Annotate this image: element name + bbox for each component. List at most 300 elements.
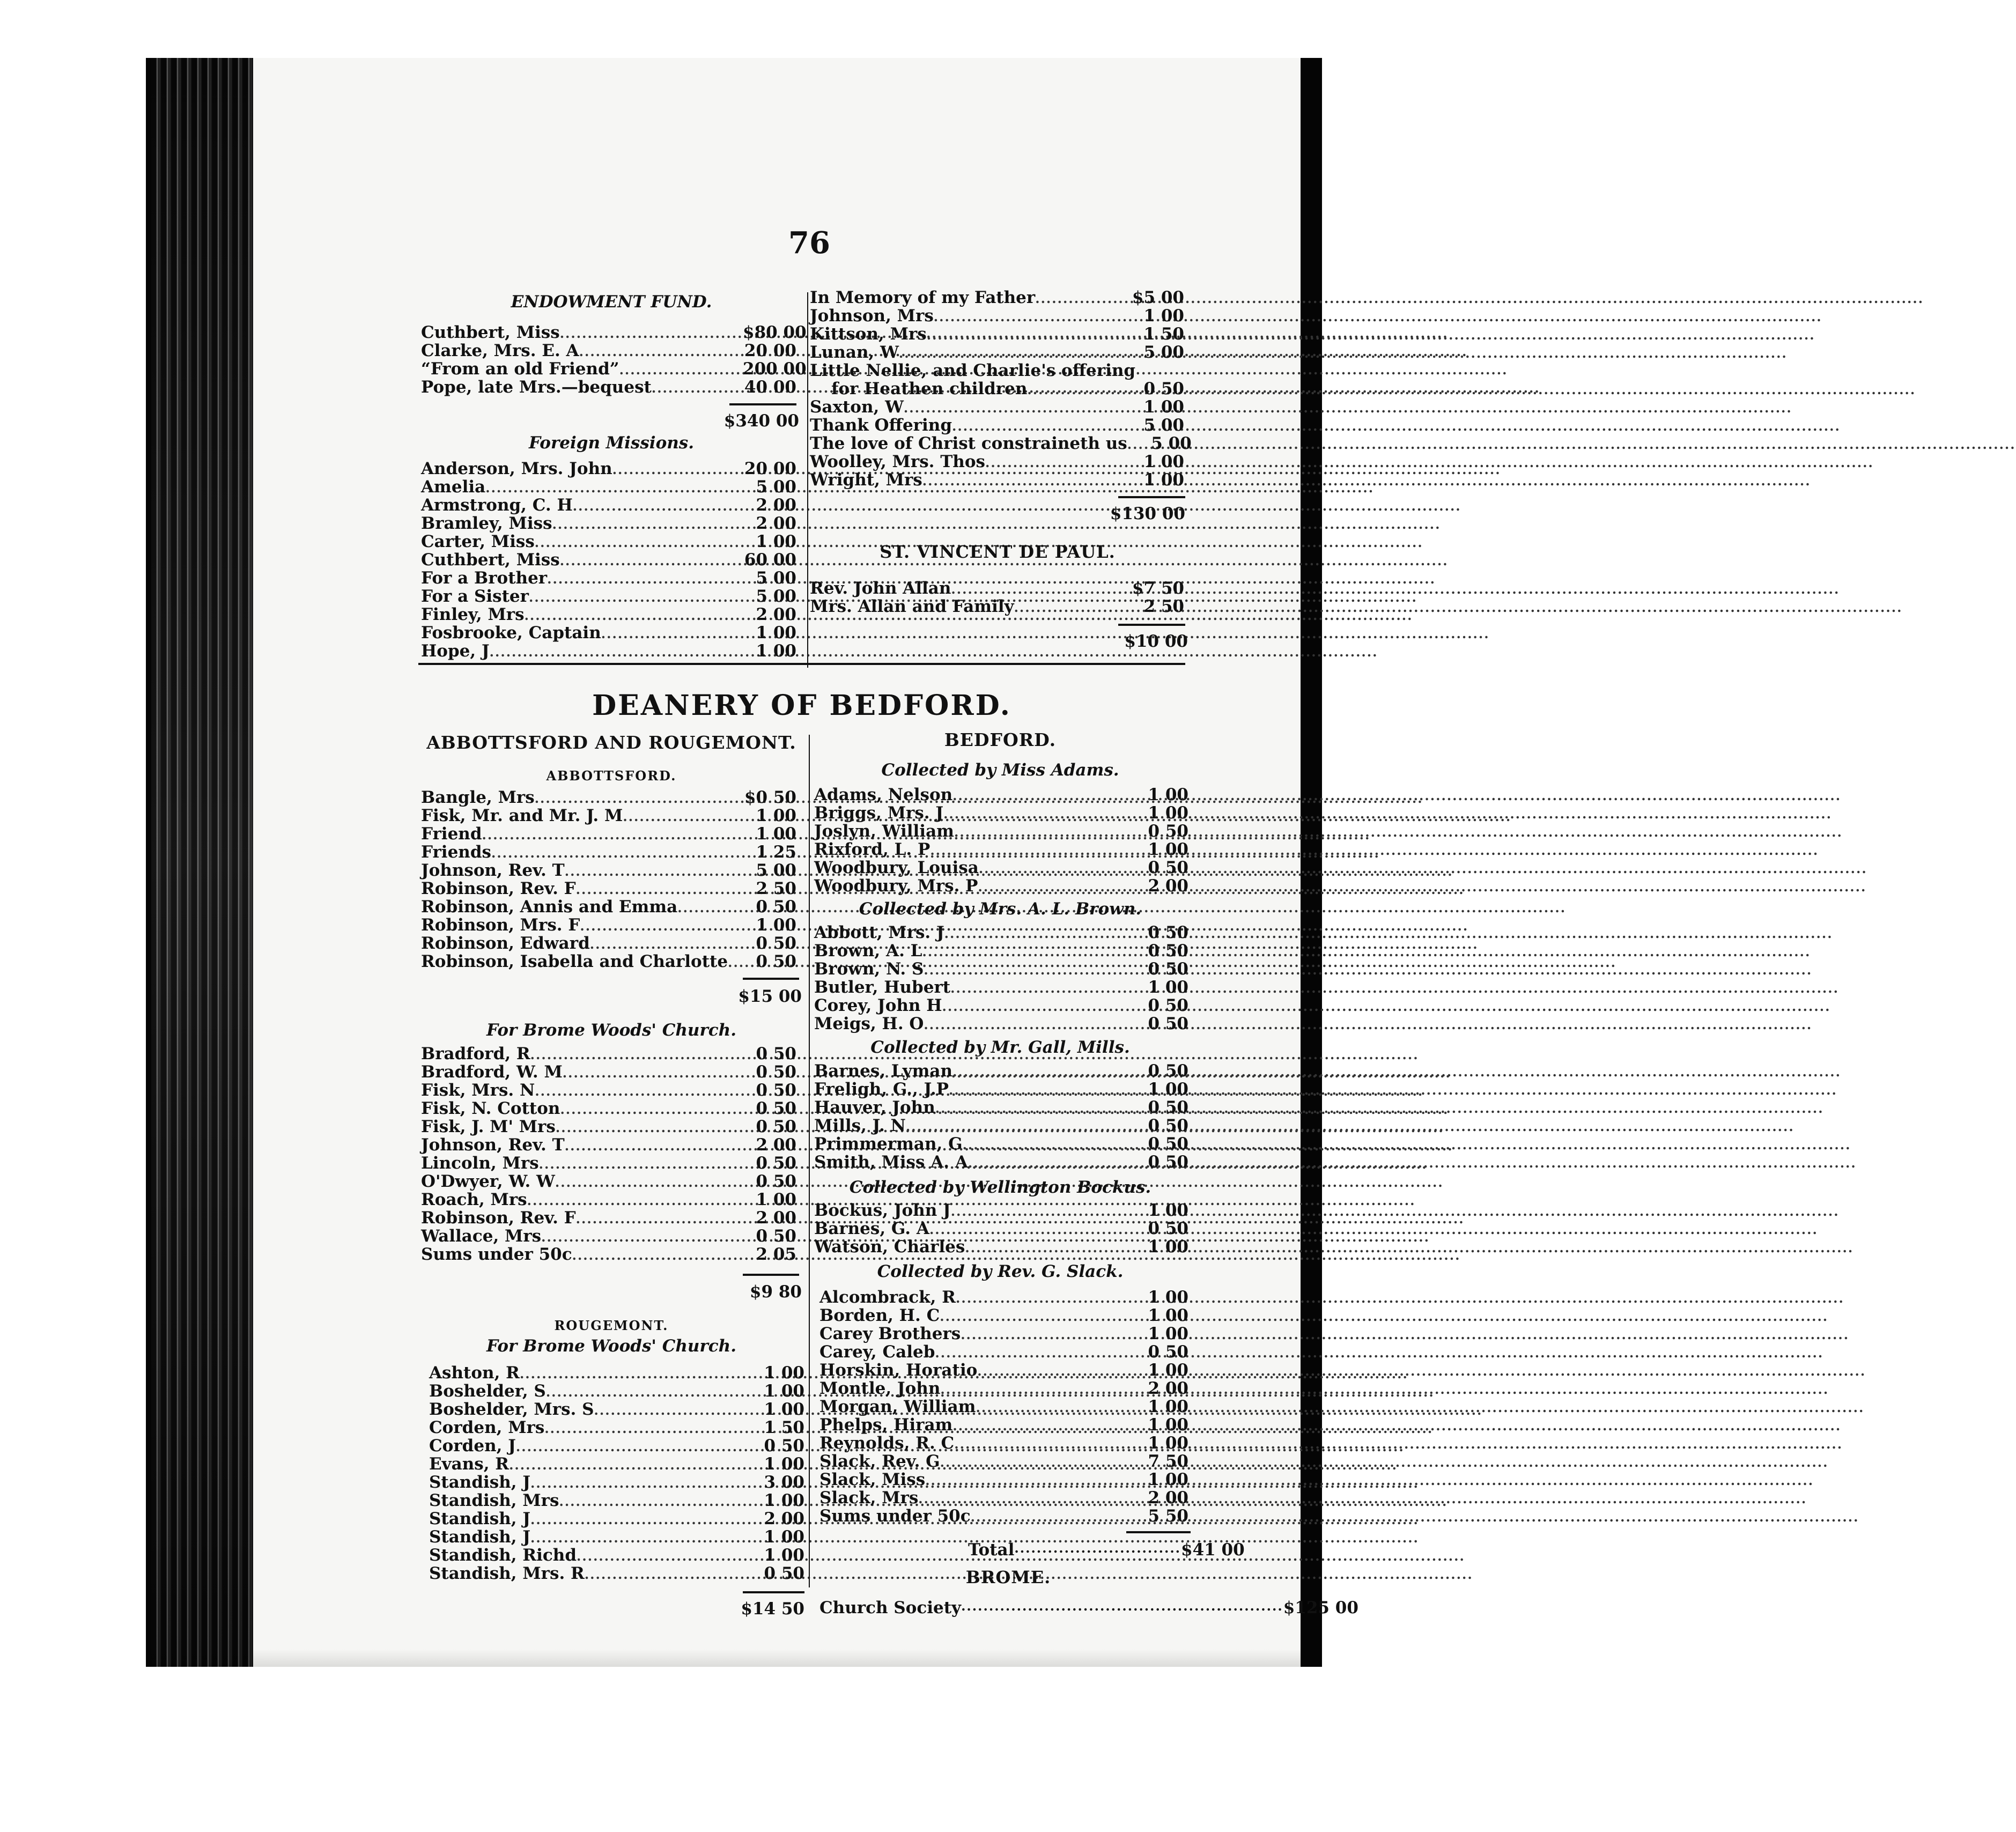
entry-amount: 1 50	[1143, 324, 1184, 344]
entry-name: Anderson, Mrs. John	[421, 459, 612, 478]
entry-name: Joslyn, William	[814, 822, 954, 841]
list-item	[819, 1325, 1188, 1343]
leader-dots	[530, 1474, 751, 1493]
list-item	[429, 1473, 804, 1491]
entry-amount: 2 00	[1148, 1379, 1188, 1398]
entry-name: In Memory of my Father	[810, 288, 1036, 307]
entry-amount: 2 00	[756, 514, 796, 533]
list-item	[429, 1510, 804, 1528]
entry-amount: 0 50	[756, 1081, 796, 1100]
entry-amount: 2 50	[1143, 597, 1184, 616]
leader-dots	[530, 1529, 751, 1547]
endowment-fund-heading: ENDOWMENT FUND.	[511, 292, 712, 312]
entry-name: Ashton, R	[429, 1363, 520, 1383]
list-item	[814, 877, 1188, 895]
list-item	[810, 289, 1184, 307]
list-item	[810, 416, 1184, 434]
leader-dots	[544, 1420, 751, 1438]
leader-dots	[930, 841, 1135, 860]
bedford-total-rule	[1126, 1531, 1191, 1533]
entry-amount: 0 50	[764, 1436, 804, 1456]
list-item	[810, 597, 1184, 616]
leader-dots	[677, 899, 743, 917]
leader-dots	[952, 787, 1135, 805]
offering-list	[810, 397, 1192, 490]
list-item	[814, 1098, 1188, 1117]
entry-name: Freligh, G., J.P	[814, 1080, 949, 1099]
entry-amount: 20 00	[744, 341, 796, 360]
list-item	[814, 1117, 1188, 1135]
leader-dots	[485, 479, 743, 497]
leader-dots	[546, 1383, 751, 1401]
entry-amount: 1 00	[1143, 452, 1184, 471]
mr-gall-list	[814, 1062, 1188, 1171]
entry-amount: 5 00	[756, 568, 796, 588]
list-item	[421, 898, 796, 916]
entry-name: Wallace, Mrs	[421, 1227, 542, 1246]
abbottsford-heading: ABBOTTSFORD.	[546, 768, 677, 784]
entry-name: Abbott, Mrs. J	[814, 923, 944, 942]
leader-dots	[978, 878, 1135, 896]
leader-dots	[924, 961, 1135, 979]
entry-name: Corden, Mrs	[429, 1418, 545, 1437]
entry-name: Cuthbert, Miss	[421, 323, 560, 342]
entry-amount: 1 00	[1148, 840, 1188, 859]
entry-name: Fisk, N. Cotton	[421, 1099, 560, 1118]
list-item	[810, 398, 1184, 416]
entry-amount: 0 50	[1148, 1219, 1188, 1238]
leader-dots	[899, 344, 1131, 363]
total-label: Total	[968, 1540, 1015, 1560]
list-item	[421, 1045, 796, 1063]
entry-name: Standish, Richd	[429, 1546, 577, 1565]
list-item	[814, 1062, 1188, 1080]
leader-dots	[490, 643, 743, 661]
entry-name: Armstrong, C. H	[421, 496, 573, 515]
leader-dots	[530, 1046, 743, 1064]
miss-adams-heading: Collected by Miss Adams.	[881, 760, 1119, 780]
foreign-missions-heading: Foreign Missions.	[528, 433, 695, 453]
entry-name: Smith, Miss A. A	[814, 1153, 968, 1172]
entry-name: Adams, Nelson	[814, 785, 953, 804]
entry-amount: 2 00	[756, 1208, 796, 1228]
list-item	[429, 1364, 804, 1382]
entry-amount: 0 50	[756, 1227, 796, 1246]
leader-dots	[529, 588, 743, 607]
leader-dots	[954, 823, 1135, 841]
list-item	[819, 1306, 1188, 1325]
list-item	[429, 1491, 804, 1510]
leader-dots	[918, 1490, 1135, 1508]
leader-dots	[965, 1239, 1135, 1257]
entry-amount: 20 00	[744, 459, 796, 478]
list-item	[421, 843, 796, 861]
mrs-brown-list	[814, 924, 1188, 1033]
entry-amount: 1 00	[1148, 1080, 1188, 1099]
entry-amount: 1 00	[1148, 1361, 1188, 1380]
entry-name: Robinson, Edward	[421, 934, 590, 953]
leader-dots	[590, 935, 743, 954]
leader-dots	[1035, 290, 1131, 308]
entry-name: Morgan, William	[819, 1397, 976, 1416]
entry-name: Carey Brothers	[819, 1324, 961, 1343]
leader-dots	[565, 1137, 743, 1155]
leader-dots	[576, 881, 743, 899]
leader-dots	[1127, 435, 1138, 454]
leader-dots	[535, 534, 743, 552]
entry-name: Standish, J	[429, 1509, 531, 1528]
total-amount: $41 00	[1181, 1540, 1245, 1560]
leader-dots	[535, 1082, 743, 1100]
entry-name: Woodbury, Louisa	[814, 858, 979, 877]
entry-amount: $7 50	[1132, 579, 1184, 598]
leader-dots: ..........................................................	[961, 1598, 1283, 1614]
entry-amount: 5 00	[756, 477, 796, 497]
leader-dots	[541, 1228, 743, 1246]
entry-amount: 0 50	[756, 1099, 796, 1118]
entry-amount: 0 50	[1148, 941, 1188, 961]
entry-amount: 2 00	[1148, 876, 1188, 896]
list-item	[814, 840, 1188, 859]
entry-name: Slack, Rev. G	[819, 1452, 940, 1471]
church-society-line	[819, 1598, 1358, 1617]
entry-amount: 0 50	[1148, 822, 1188, 841]
entry-amount: 1 00	[764, 1454, 804, 1474]
list-item	[814, 1080, 1188, 1098]
entry-amount: 0 50	[764, 1564, 804, 1583]
entry-amount: 1 00	[756, 824, 796, 844]
list-item	[819, 1288, 1188, 1306]
list-item	[819, 1379, 1188, 1398]
list-item	[810, 471, 1184, 489]
entry-amount: 1 00	[764, 1527, 804, 1547]
nellie-entry	[810, 361, 1184, 398]
list-item	[814, 859, 1188, 877]
leader-dots	[563, 1064, 743, 1082]
leader-dots	[977, 1362, 1135, 1380]
list-item	[819, 1416, 1188, 1434]
entry-amount: 1 00	[1148, 1306, 1188, 1325]
nellie-line-1: Little Nellie, and Charlie's offering	[810, 361, 1136, 380]
entry-name: For a Sister	[421, 587, 529, 606]
leader-dots	[579, 343, 743, 361]
list-item	[421, 825, 796, 843]
leader-dots	[482, 826, 743, 844]
leader-dots	[525, 607, 743, 625]
memory-list	[810, 289, 1184, 361]
leader-dots	[527, 1192, 743, 1210]
entry-amount: 1 00	[756, 915, 796, 935]
leader-dots	[556, 1119, 743, 1137]
entry-name: Robinson, Rev. F	[421, 1208, 576, 1228]
list-item	[421, 642, 796, 660]
leader-dots	[1027, 381, 1131, 399]
entry-name: Pope, late Mrs.—bequest	[421, 378, 652, 397]
leader-dots	[560, 552, 743, 570]
leader-dots	[971, 1508, 1135, 1526]
entry-amount: 1 00	[1143, 397, 1184, 417]
rougemont-list	[429, 1364, 804, 1583]
endowment-total-rule	[729, 403, 796, 405]
leader-dots	[623, 808, 743, 826]
entry-name: Standish, Mrs. R	[429, 1564, 585, 1583]
st-vincent-list	[810, 579, 1184, 616]
entry-name: Lunan, W	[810, 343, 899, 362]
list-item	[819, 1434, 1188, 1452]
entry-amount: 40 00	[744, 378, 796, 397]
list-item	[810, 579, 1184, 597]
brome-woods-total-rule	[743, 1274, 799, 1276]
list-item	[421, 605, 796, 624]
leader-dots	[612, 461, 743, 479]
entry-name: Clarke, Mrs. E. A	[421, 341, 579, 360]
leader-dots	[985, 454, 1131, 472]
st-vincent-total-rule	[1118, 624, 1185, 626]
entry-name: Lincoln, Mrs	[421, 1154, 539, 1173]
entry-name: Bangle, Mrs	[421, 788, 535, 807]
list-item	[421, 880, 796, 898]
leader-dots	[929, 1221, 1135, 1239]
list-item	[421, 1099, 796, 1118]
entry-name: Briggs, Mrs. J	[814, 803, 944, 823]
entry-name: Primmerman, G	[814, 1134, 963, 1154]
entry-name: Rixford, L. P	[814, 840, 931, 859]
list-item	[421, 952, 796, 971]
entry-name: Saxton, W	[810, 397, 904, 417]
entry-amount: 0 50	[1148, 959, 1188, 979]
list-item	[810, 343, 1184, 361]
entry-amount: 1 00	[1143, 470, 1184, 490]
leader-dots	[619, 361, 743, 379]
entry-name: Reynolds, R. C	[819, 1434, 955, 1453]
leader-dots	[942, 998, 1135, 1016]
entry-name: Standish, J	[429, 1527, 531, 1547]
entry-amount: 1 00	[764, 1546, 804, 1565]
entry-amount: 200 00	[743, 359, 807, 379]
entry-name: Butler, Hubert	[814, 978, 951, 997]
entry-name: Slack, Mrs	[819, 1488, 919, 1508]
list-item	[421, 1063, 796, 1081]
entry-name: O'Dwyer, W. W	[421, 1172, 555, 1191]
lower-column-divider	[809, 735, 810, 1587]
entry-amount: 2 00	[756, 496, 796, 515]
leader-dots	[555, 1173, 743, 1192]
entry-name: Johnson, Mrs	[810, 306, 934, 326]
nellie-amount: 0 50	[1143, 379, 1184, 398]
leader-dots	[934, 308, 1131, 326]
list-item	[819, 1398, 1188, 1416]
list-item	[810, 325, 1184, 343]
entry-amount: 0 50	[756, 1044, 796, 1063]
entry-name: The love of Christ constraineth us	[810, 434, 1127, 453]
list-item	[429, 1382, 804, 1400]
entry-name: Sums under 50c	[421, 1245, 572, 1264]
list-item	[814, 804, 1188, 822]
entry-amount: 1 00	[764, 1491, 804, 1510]
entry-name: Bradford, W. M	[421, 1062, 563, 1082]
brome-heading: BROME.	[965, 1567, 1051, 1587]
entry-amount: 2 00	[756, 1135, 796, 1155]
endowment-total: $340 00	[723, 411, 799, 431]
entry-name: Standish, Mrs	[429, 1491, 559, 1510]
nellie-line-2: for Heathen children	[831, 379, 1028, 398]
entry-name: Horskin, Horatio	[819, 1361, 978, 1380]
leader-dots	[539, 1155, 743, 1173]
list-item	[421, 1136, 796, 1154]
entry-amount: 0 50	[756, 897, 796, 917]
entry-name: Sums under 50c	[819, 1506, 971, 1526]
entry-amount: 1 00	[756, 532, 796, 551]
list-item	[814, 1238, 1188, 1256]
leader-dots	[963, 1136, 1135, 1154]
deanery-title: DEANERY OF BEDFORD.	[592, 689, 1011, 722]
list-item	[421, 569, 796, 587]
entry-name: Hope, J	[421, 641, 490, 661]
entry-name: Brown, A. L	[814, 941, 922, 961]
list-item	[421, 460, 796, 478]
leader-dots	[956, 1289, 1135, 1307]
rev-slack-list	[819, 1288, 1188, 1525]
list-item	[421, 533, 796, 551]
entry-name: Evans, R	[429, 1454, 509, 1474]
list-item	[819, 1343, 1188, 1361]
list-item	[421, 1118, 796, 1136]
list-item	[814, 1220, 1188, 1238]
abbottsford-rougemont-heading: ABBOTTSFORD AND ROUGEMONT.	[426, 732, 796, 753]
entry-name: Finley, Mrs	[421, 605, 525, 624]
list-item	[421, 1154, 796, 1172]
list-item	[421, 916, 796, 934]
entry-name: For a Brother	[421, 568, 548, 588]
section-divider-rule	[418, 663, 1185, 665]
list-item	[421, 807, 796, 825]
entry-amount: 1 00	[1148, 1324, 1188, 1343]
leader-dots	[580, 917, 743, 935]
rev-slack-heading: Collected by Rev. G. Slack.	[877, 1262, 1124, 1281]
rougemont-total-rule	[743, 1591, 804, 1593]
entry-amount: 0 50	[756, 1154, 796, 1173]
entry-name: Phelps, Hiram	[819, 1415, 953, 1435]
entry-amount: 5 00	[1143, 343, 1184, 362]
mr-gall-heading: Collected by Mr. Gall, Mills.	[870, 1038, 1130, 1057]
leader-dots	[652, 379, 743, 397]
entry-amount: 0 50	[1148, 1342, 1188, 1362]
rougemont-total: $14 50	[741, 1599, 804, 1619]
list-item	[421, 514, 796, 533]
leader-dots	[552, 515, 743, 534]
entry-amount: 1 00	[764, 1400, 804, 1419]
entry-name: Wright, Mrs	[810, 470, 922, 490]
leader-dots	[924, 1016, 1135, 1034]
entry-name: Borden, H. C	[819, 1306, 940, 1325]
entry-name: Robinson, Rev. F	[421, 879, 576, 898]
list-item	[421, 1209, 796, 1227]
list-item	[421, 359, 807, 379]
entry-amount: 3 00	[764, 1473, 804, 1492]
list-item	[421, 788, 796, 807]
list-item	[814, 996, 1188, 1015]
entry-amount: 0 50	[1148, 1134, 1188, 1154]
entry-name: Barnes, G. A	[814, 1219, 929, 1238]
entry-amount: 0 50	[1148, 1116, 1188, 1135]
entry-name: Carey, Caleb	[819, 1342, 935, 1362]
leader-dots	[573, 497, 743, 515]
list-item	[819, 1452, 1188, 1471]
list-item	[810, 434, 1192, 453]
entry-name: Fisk, Mrs. N	[421, 1081, 535, 1100]
leader-dots	[594, 1401, 751, 1420]
st-vincent-total: $10 00	[1124, 632, 1188, 651]
endowment-list	[421, 323, 807, 397]
entry-amount: 1 00	[764, 1363, 804, 1383]
entry-name: Mrs. Allan and Family	[810, 597, 1014, 616]
entry-amount: 60 00	[744, 550, 796, 570]
list-item	[421, 1081, 796, 1099]
leader-dots	[559, 1493, 751, 1511]
entry-amount: 0 50	[1148, 1153, 1188, 1172]
entry-name: Woodbury, Mrs. P	[814, 876, 978, 896]
list-item	[429, 1437, 804, 1455]
entry-amount: 0 50	[1148, 923, 1188, 942]
list-item	[429, 1455, 804, 1473]
entry-amount: 0 50	[756, 934, 796, 953]
leader-dots	[961, 1326, 1135, 1344]
entry-amount: $5 00	[1132, 288, 1184, 307]
entry-name: Rev. John Allan	[810, 579, 951, 598]
leader-dots	[520, 1365, 751, 1383]
abbottsford-total: $15 00	[738, 987, 802, 1006]
list-item	[421, 1191, 796, 1209]
entry-amount: 0 50	[1148, 1014, 1188, 1033]
entry-name: Barnes, Lyman	[814, 1061, 953, 1081]
entry-name: Johnson, Rev. T	[421, 1135, 565, 1155]
leader-dots	[560, 324, 743, 343]
leader-dots	[925, 1472, 1135, 1490]
leader-dots	[976, 1399, 1135, 1417]
offering-total-rule	[1118, 496, 1185, 498]
wellington-bockus-heading: Collected by Wellington Bockus.	[849, 1178, 1151, 1197]
entry-amount: 0 50	[1148, 858, 1188, 877]
entry-amount: 1 00	[1148, 978, 1188, 997]
list-item	[429, 1546, 804, 1564]
entry-amount: 1 00	[1148, 1415, 1188, 1435]
entry-name: Corey, John H	[814, 996, 942, 1015]
entry-amount: 1 00	[1143, 306, 1184, 326]
rougemont-heading: ROUGEMONT.	[554, 1318, 669, 1333]
list-item	[810, 453, 1184, 471]
entry-name: Standish, J	[429, 1473, 531, 1492]
entry-amount: 2 00	[764, 1509, 804, 1528]
list-item	[421, 342, 796, 360]
leader-dots	[935, 1099, 1135, 1118]
entry-name: Watson, Charles	[814, 1237, 965, 1257]
entry-amount: 5 00	[756, 861, 796, 880]
list-item	[814, 1201, 1188, 1220]
brome-woods-list	[421, 1045, 796, 1264]
leader-dots	[576, 1210, 743, 1228]
list-item	[421, 378, 796, 396]
entry-name: Bradford, R	[421, 1044, 530, 1063]
entry-amount: 1 00	[1148, 1201, 1188, 1220]
entry-name: Fisk, Mr. and Mr. J. M	[421, 806, 623, 825]
entry-amount: 0 50	[1148, 996, 1188, 1015]
list-item	[421, 551, 796, 569]
list-item	[814, 1153, 1188, 1171]
entry-name: Alcombrack, R	[819, 1288, 956, 1307]
mrs-brown-heading: Collected by Mrs. A. L. Brown.	[859, 899, 1142, 919]
list-item	[421, 1227, 796, 1245]
entry-name: Cuthbert, Miss	[421, 550, 560, 570]
